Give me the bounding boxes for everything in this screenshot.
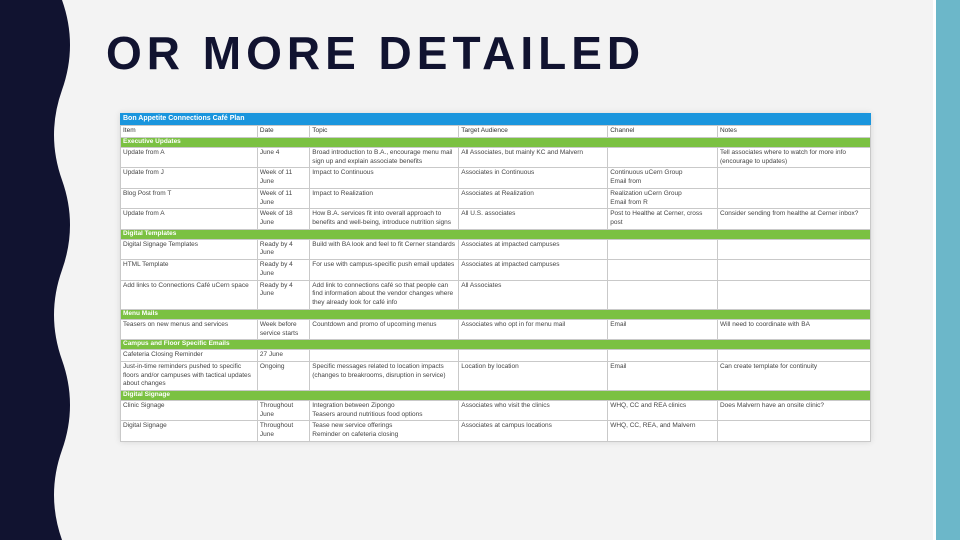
cell-date: Ready by 4 June (257, 260, 309, 281)
cell-topic: Impact to Realization (310, 188, 459, 209)
cell-channel: Email (608, 319, 718, 340)
cell-item: Update from A (121, 147, 258, 168)
table-row (121, 400, 871, 421)
cell-item: Cafeteria Closing Reminder (121, 350, 258, 362)
cell-notes: Can create template for continuity (717, 361, 870, 390)
table-row (121, 168, 871, 189)
cell-target-audience: Associates at impacted campuses (459, 260, 608, 281)
table-row (121, 260, 871, 281)
cell-channel (608, 239, 718, 260)
cell-item: Digital Signage Templates (121, 239, 258, 260)
table-row (121, 280, 871, 309)
cell-date: Ongoing (257, 361, 309, 390)
cell-date: Week of 18 June (257, 209, 309, 230)
cell-target-audience (459, 350, 608, 362)
header-channel: Channel (608, 126, 718, 138)
section-row (121, 138, 871, 148)
cell-notes (717, 421, 870, 442)
cell-topic: Countdown and promo of upcoming menus (310, 319, 459, 340)
cell-notes (717, 188, 870, 209)
cell-date: Week before service starts (257, 319, 309, 340)
section-label: Executive Updates (121, 138, 871, 148)
cell-topic: Impact to Continuous (310, 168, 459, 189)
cell-item: Blog Post from T (121, 188, 258, 209)
right-accent-band (936, 0, 960, 540)
cell-target-audience: Location by location (459, 361, 608, 390)
cell-notes (717, 260, 870, 281)
cell-channel: Continuous uCern Group Email from (608, 168, 718, 189)
table-row (121, 188, 871, 209)
cell-notes: Tell associates where to watch for more info (encourage to updates) (717, 147, 870, 168)
cell-date: Week of 11 June (257, 168, 309, 189)
cell-topic: Tease new service offerings Reminder on cafeteria closing (310, 421, 459, 442)
cell-item: Add links to Connections Café uCern space (121, 280, 258, 309)
cell-topic: Build with BA look and feel to fit Cerner standards (310, 239, 459, 260)
section-label: Menu Mails (121, 310, 871, 320)
plan-body (121, 138, 871, 442)
cell-notes: Consider sending from healthe at Cerner inbox? (717, 209, 870, 230)
cell-item: HTML Template (121, 260, 258, 281)
cell-item: Update from A (121, 209, 258, 230)
cell-target-audience: Associates in Continuous (459, 168, 608, 189)
cell-channel: Realization uCern Group Email from R (608, 188, 718, 209)
cell-target-audience: Associates who visit the clinics (459, 400, 608, 421)
cell-item: Update from J (121, 168, 258, 189)
table-row (121, 147, 871, 168)
slide-title: OR MORE DETAILED (106, 27, 646, 79)
table-row (121, 319, 871, 340)
header-row (121, 126, 871, 138)
cell-notes (717, 280, 870, 309)
cell-notes (717, 239, 870, 260)
cell-target-audience: Associates who opt in for menu mail (459, 319, 608, 340)
section-row (121, 391, 871, 401)
cell-date: Throughout June (257, 421, 309, 442)
cell-date: Ready by 4 June (257, 280, 309, 309)
cell-item: Digital Signage (121, 421, 258, 442)
cell-topic: Integration between Zipongo Teasers around nutritious food options (310, 400, 459, 421)
cell-topic: Specific messages related to location impacts (changes to breakrooms, disruption in service) (310, 361, 459, 390)
section-label: Digital Signage (121, 391, 871, 401)
section-row (121, 310, 871, 320)
cell-target-audience: Associates at impacted campuses (459, 239, 608, 260)
table-row (121, 421, 871, 442)
cell-topic: How B.A. services fit into overall approach to benefits and well-being, introduce nutrition signs (310, 209, 459, 230)
cell-target-audience: All U.S. associates (459, 209, 608, 230)
table-row (121, 239, 871, 260)
cell-target-audience: Associates at Realization (459, 188, 608, 209)
cell-channel: WHQ, CC, REA, and Malvern (608, 421, 718, 442)
table-row (121, 209, 871, 230)
header-target-audience: Target Audience (459, 126, 608, 138)
cell-notes: Will need to coordinate with BA (717, 319, 870, 340)
cell-item: Teasers on new menus and services (121, 319, 258, 340)
section-label: Campus and Floor Specific Emails (121, 340, 871, 350)
cell-notes: Does Malvern have an onsite clinic? (717, 400, 870, 421)
cell-topic (310, 350, 459, 362)
cell-item: Clinic Signage (121, 400, 258, 421)
cell-item: Just-in-time reminders pushed to specific floors and/or campuses with tactical updates about changes (121, 361, 258, 390)
cell-notes (717, 350, 870, 362)
cell-date: Throughout June (257, 400, 309, 421)
cell-target-audience: All Associates (459, 280, 608, 309)
cell-channel (608, 280, 718, 309)
cell-target-audience: Associates at campus locations (459, 421, 608, 442)
cell-target-audience: All Associates, but mainly KC and Malvern (459, 147, 608, 168)
cell-channel: WHQ, CC and REA clinics (608, 400, 718, 421)
cafe-plan-table (120, 113, 871, 442)
section-row (121, 229, 871, 239)
cell-channel: Post to Healthe at Cerner, cross post (608, 209, 718, 230)
table-row (121, 350, 871, 362)
cell-topic: Broad introduction to B.A., encourage menu mail sign up and explain associate benefits (310, 147, 459, 168)
section-row (121, 340, 871, 350)
left-wavy-decoration (0, 0, 80, 540)
cell-notes (717, 168, 870, 189)
cell-date: Ready by 4 June (257, 239, 309, 260)
section-label: Digital Templates (121, 229, 871, 239)
cell-date: June 4 (257, 147, 309, 168)
header-notes: Notes (717, 126, 870, 138)
cell-channel (608, 260, 718, 281)
header-date: Date (257, 126, 309, 138)
cell-date: 27 June (257, 350, 309, 362)
cell-channel (608, 147, 718, 168)
plan-title: Bon Appetite Connections Café Plan (120, 113, 871, 125)
cell-channel (608, 350, 718, 362)
cell-topic: Add link to connections café so that people can find information about the vendor changes where they already look for café info (310, 280, 459, 309)
header-item: Item (121, 126, 258, 138)
cell-topic: For use with campus-specific push email updates (310, 260, 459, 281)
cell-date: Week of 11 June (257, 188, 309, 209)
header-topic: Topic (310, 126, 459, 138)
table-row (121, 361, 871, 390)
cell-channel: Email (608, 361, 718, 390)
